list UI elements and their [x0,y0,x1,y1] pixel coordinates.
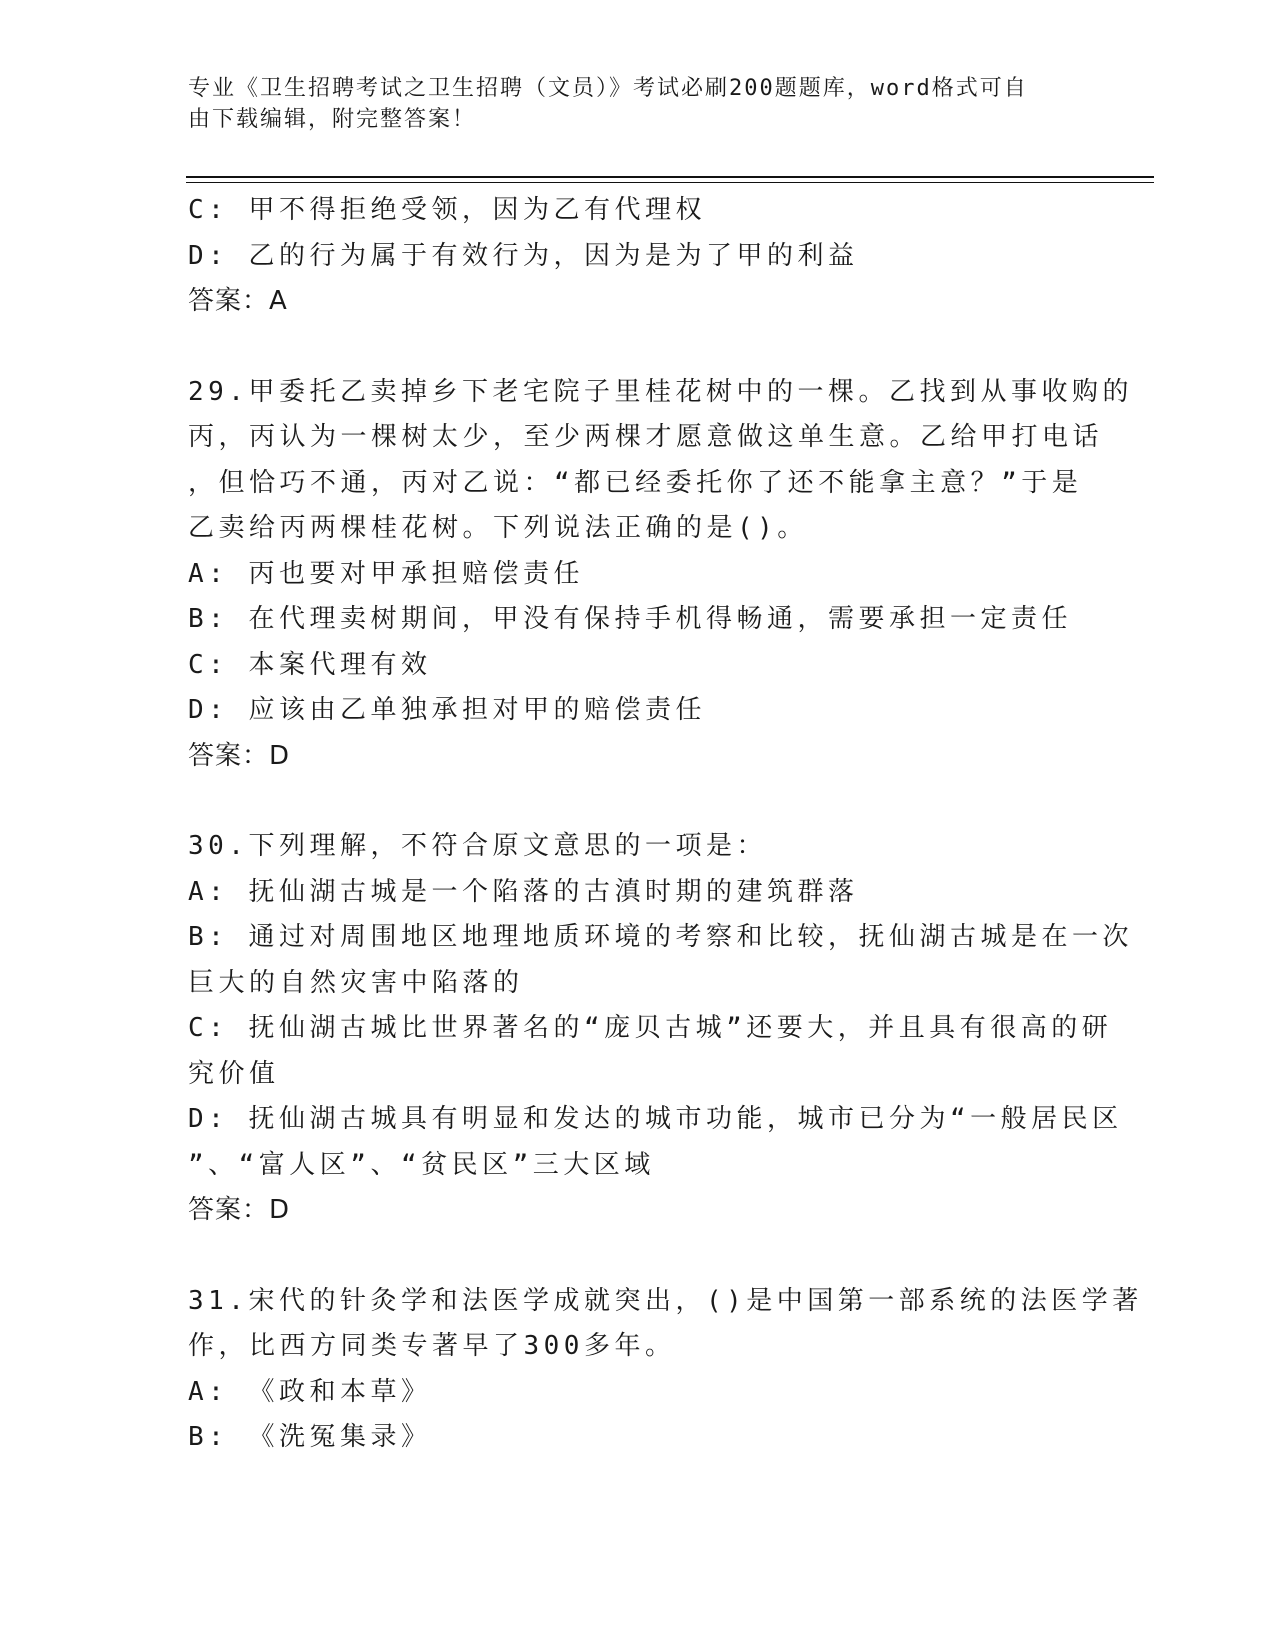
question-31 [188,1279,1143,1461]
option-d: D: 乙的行为属于有效行为，因为是为了甲的利益 [188,240,859,271]
option-a: A: 丙也要对甲承担赔偿责任 [188,558,584,589]
option-d-continued: ”、“富人区”、“贫民区”三大区域 [188,1149,655,1180]
answer-line: 答案：D [188,1195,291,1225]
question-stem-line: 作，比西方同类专著早了300多年。 [188,1331,676,1361]
option-c-continued: 究价值 [188,1058,280,1089]
option-c: C: 甲不得拒绝受领，因为乙有代理权 [188,195,706,225]
answer-line: 答案：A [188,286,288,316]
option-d: D: 抚仙湖古城具有明显和发达的城市功能，城市已分为“一般居民区 [188,1104,1123,1134]
question-stem-line: ，但恰巧不通，丙对乙说：“都已经委托你了还不能拿主意？”于是 [188,467,1083,498]
option-a: A: 《政和本草》 [188,1376,432,1407]
header-line-1: 专业《卫生招聘考试之卫生招聘（文员）》考试必刷200题题库，word格式可自 [188,76,1028,101]
option-b-continued: 巨大的自然灾害中陷落的 [188,967,524,998]
option-a: A: 抚仙湖古城是一个陷落的古滇时期的建筑群落 [188,876,859,907]
option-d: D: 应该由乙单独承担对甲的赔偿责任 [188,695,706,725]
spacer [188,325,1088,370]
question-stem-line: 30.下列理解，不符合原文意思的一项是： [188,831,767,861]
header-divider-thick [186,176,1154,178]
previous-question-tail [188,188,1088,325]
question-stem-line: 31.宋代的针灸学和法医学成就突出，()是中国第一部系统的法医学著 [188,1285,1143,1316]
answer-line: 答案：D [188,740,291,771]
option-c: C: 本案代理有效 [188,649,432,680]
question-stem-line: 乙卖给丙两棵桂花树。下列说法正确的是()。 [188,513,808,543]
spacer [188,779,1088,824]
option-c: C: 抚仙湖古城比世界著名的“庞贝古城”还要大，并且具有很高的研 [188,1013,1113,1043]
header-divider-thin [186,182,1154,183]
question-stem-line: 丙，丙认为一棵树太少，至少两棵才愿意做这单生意。乙给甲打电话 [188,422,1104,452]
question-30 [188,824,1133,1234]
question-stem-line: 29.甲委托乙卖掉乡下老宅院子里桂花树中的一棵。乙找到从事收购的 [188,376,1133,407]
spacer [188,1234,1088,1279]
option-b: B: 《洗冤集录》 [188,1422,432,1452]
page-header [188,73,1068,135]
header-line-2: 由下载编辑，附完整答案！ [188,107,477,132]
question-content [188,188,1143,1461]
option-b: B: 在代理卖树期间，甲没有保持手机得畅通，需要承担一定责任 [188,604,1072,634]
option-b: B: 通过对周围地区地理地质环境的考察和比较，抚仙湖古城是在一次 [188,922,1133,952]
question-29 [188,370,1133,780]
